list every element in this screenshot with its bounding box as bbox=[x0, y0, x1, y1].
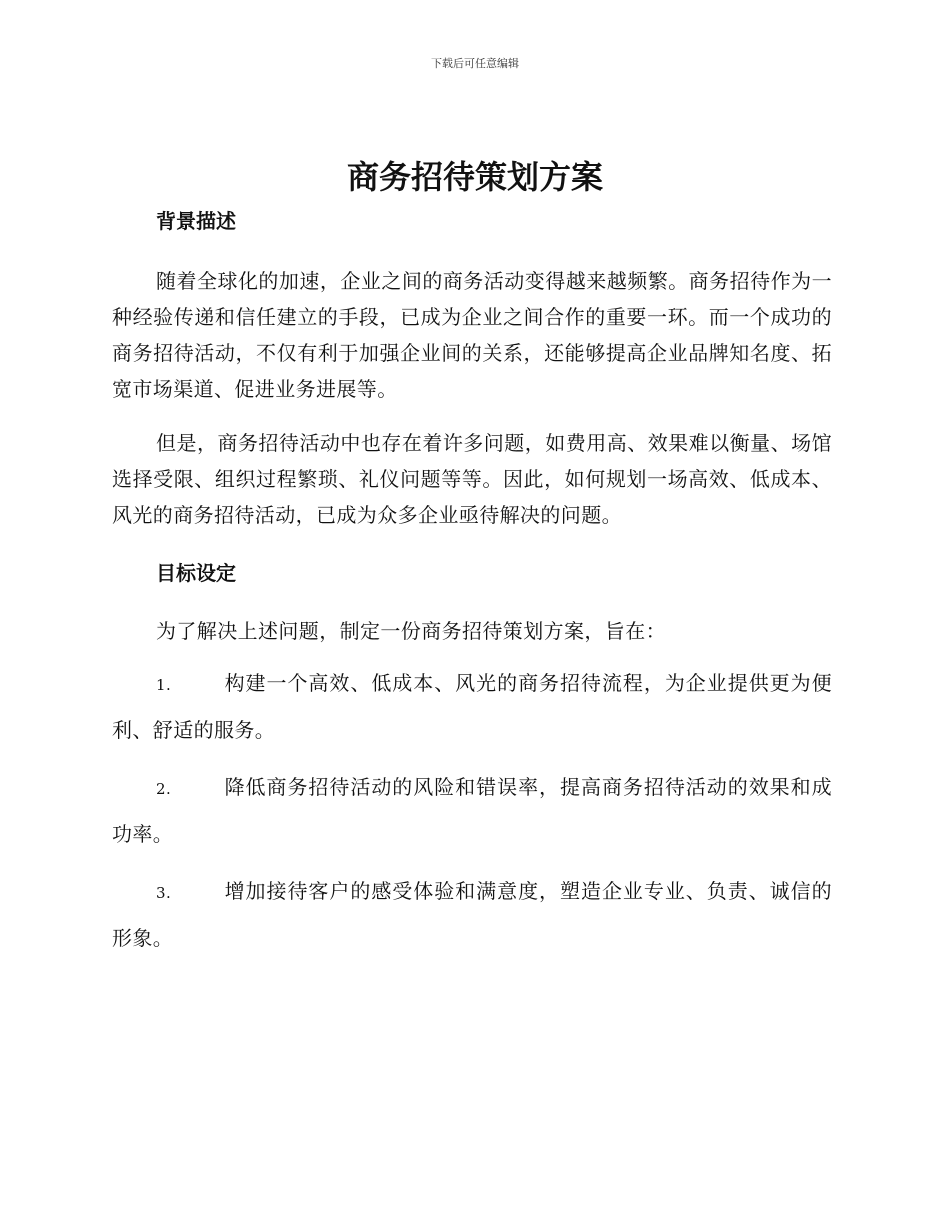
header-note: 下载后可任意编辑 bbox=[431, 57, 519, 70]
goals-intro: 为了解决上述问题，制定一份商务招待策划方案，旨在： bbox=[156, 619, 666, 643]
background-paragraph-1: 随着全球化的加速，企业之间的商务活动变得越来越频繁。商务招待作为一种经验传递和信任建立的手段，已成为企业之间合作的重要一环。而一个成功的商务招待活动，不仅有利于加强企业间的关系，还能够提高企业品牌知名度、拓宽市场渠道、促进业务进展等。 bbox=[112, 269, 832, 401]
section-heading-background: 背景描述 bbox=[156, 209, 236, 233]
goal-list-item bbox=[112, 765, 832, 857]
list-number: 2. bbox=[156, 780, 172, 798]
section-heading-goals: 目标设定 bbox=[156, 561, 236, 585]
goal-list-item bbox=[112, 869, 832, 961]
list-number: 1. bbox=[156, 676, 172, 694]
document-body bbox=[112, 205, 832, 961]
list-number: 3. bbox=[156, 884, 172, 902]
list-item-text: 增加接待客户的感受体验和满意度，塑造企业专业、负责、诚信的形象。 bbox=[112, 879, 832, 950]
background-paragraph-2: 但是，商务招待活动中也存在着许多问题，如费用高、效果难以衡量、场馆选择受限、组织过程繁琐、礼仪问题等等。因此，如何规划一场高效、低成本、风光的商务招待活动，已成为众多企业亟待解决的问题。 bbox=[112, 431, 832, 527]
list-item-text: 降低商务招待活动的风险和错误率，提高商务招待活动的效果和成功率。 bbox=[112, 775, 832, 846]
document-title: 商务招待策划方案 bbox=[346, 158, 603, 196]
list-item-text: 构建一个高效、低成本、风光的商务招待流程，为企业提供更为便利、舒适的服务。 bbox=[112, 671, 832, 742]
goal-list-item bbox=[112, 661, 832, 753]
